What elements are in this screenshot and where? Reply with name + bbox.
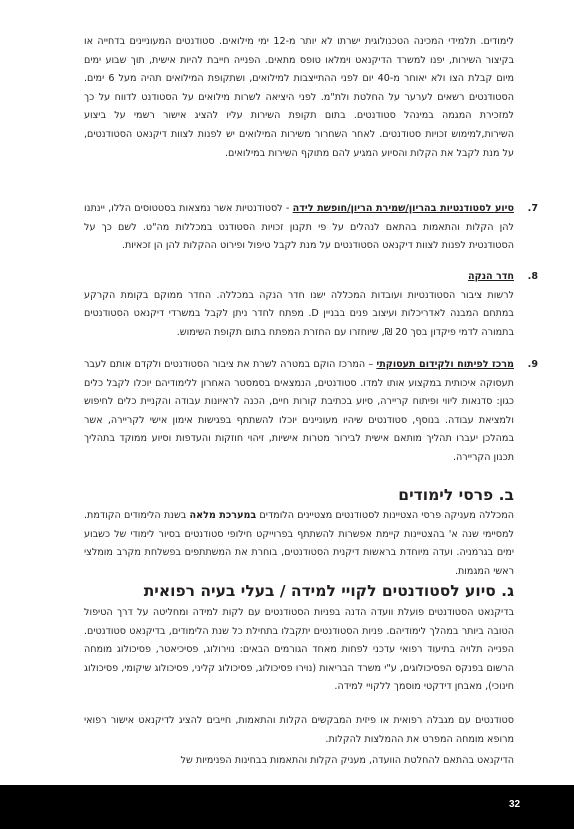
item-title: חדר הנקה: [468, 271, 514, 282]
item-title: סיוע לסטודנטיות בהריון/שמירת הריון/חופשת לידה: [292, 203, 514, 214]
section-b-text-before: המכללה מעניקה פרסי הצטיינות לסטודנטים מצטיינים הלומדים: [256, 510, 515, 521]
footer-bar: [0, 785, 574, 829]
page-number: 32: [509, 799, 521, 810]
list-item-7: [84, 200, 538, 256]
section-c-heading: ג. סיוע לסטודנטים לקויי למידה / בעלי בעיה רפואית: [143, 582, 514, 600]
item-number: 9.: [527, 359, 538, 370]
section-c-paragraph-2: סטודנטים עם מגבלה רפואית או פיזית המבקשים הקלות והתאמות, חייבים להציג לדיקנאט אישור רפואי מרופא מומחה המפרט את ההמלצות להקלות.: [84, 715, 514, 745]
item-number: 7.: [527, 203, 538, 214]
item-body: [84, 200, 514, 256]
item-number: 8.: [527, 271, 538, 282]
section-b-paragraph: [84, 507, 514, 581]
section-b-heading: ב. פרסי לימודים: [398, 486, 514, 504]
item-text: – המרכז הוקם במטרה לשרת את ציבור הסטודנטים ולקדם אותם לעבר תעסוקה איכותית במקצוע אותו למדו. סטודנטים, הנמצאים בסמסטר האחרון ללימודיהם יוכלו לקבל כלים כגון: סדנאות ליווי ופיתוח קריירה, סיוע בכתיבת קורות חיים, הכנה לראיונות עבודה והקניית כלים לחיפוש ולמציאת עבודה. בנוסף, סטודנטים שיהיו מעוניינים יוכלו להשתתף בפגישות אימון אישי לקריירה, אשר במהלכן יעברו תהליך מותאם אישית לבירור מטרות אישיות, זיהוי חוזקות והעדפות וסיוע ממוקד בתהליך תכנון הקריירה.: [84, 359, 514, 463]
item-title: מרכז לפיתוח ולקידום תעסוקתי: [376, 359, 514, 370]
intro-paragraph: לימודים. תלמידי המכינה הטכנולוגית ישרתו לא יותר מ-12 ימי מילואים. סטודנטים המעוניינים בדחייה או בקיצור השירות, יפנו למשרד הדיקנאט וימלאו טופס מתאים. הפנייה חייבת להיות אישית, תוך שבוע ימים מיום קבלת הצו ולא יאוחר מ-40 יום לפני ההתייצבות למילואים, ושתקופת המילואים תהיה מעל 6 ימים. הסטודנטים רשאים לערער על החלטת ולת"מ. לפני היציאה לשרות מילואים על הסטודנט לדווח על כך למזכירת המגמה במינהל סטודנטים. בתום תקופת השירות עליו להציג אישור רשמי על ביצוע השירות,למימוש זכויות סטודנטים. לאחר השחרור משירות המילואים יש לפנות לצוות דיקנאט הסטודנטים, על מנת לקבל את הקלות והסיוע המגיע להם מתוקף השירות במילואים.: [84, 36, 514, 159]
section-c-paragraph-1: בדיקנאט הסטודנטים פועלת וועדה הדנה בפניות הסטודנטים עם לקות למידה ומחליטה על דרך הטיפול הטובה ביותר במהלך לימודיהם. פניות הסטודנטים יתקבלו בתחילת כל שנת הלימודים, בדיקנאט סטודנטים. הפנייה תלויה בתיעוד רפואי עדכני לפחות מאחד הגורמים הבאים: נוירולוג, פסיכיאטר, פסיכולוג מומחה הרשום בפנקס הפסיכולוגים, ע"י משרד הבריאות (נוירו פסיכולוג, פסיכולוג קליני, פסיכולוג שיקומי, פסיכולוג חינוכי), מאבחן דידקטי מוסמך ללקויי למידה.: [84, 607, 514, 693]
item-body: [84, 356, 514, 468]
section-b-text-after: בשנת הלימודים הקודמת. למסיימי שנה א' בהצטיינות קיימת אפשרות להשתתף בפרוייקט חילופי סטודנטים בסיור לימודי של כשבוע ימים בגרמניה. ועדה מיוחדת בראשות דיקנית הסטודנטים, בוחרת את המשתתפים בפשלחת מקרב מומלצי ראשי המגמות.: [84, 510, 514, 577]
item-body: [84, 268, 514, 342]
item-text: - לסטודנטיות אשר נמצאות בסטטוסים הללו, יינתנו להן הקלות והתאמות בהתאם לנהלים על פי תקנון זכויות הסטודנט במכללות מה"ט. לשם כך על הסטודנטית לפנות לצוות דיקנאט הסטודנטים על מנת לקבל טיפול ופירוט ההקלות להן הן זכאיות.: [84, 203, 514, 252]
item-text: לרשות ציבור הסטודנטיות ועובדות המכללה ישנו חדר הנקה במכללה. החדר ממוקם בקומת הקרקע במתחם המבנה לאדריכלות ועיצוב פנים בבניין D. מפתח לחדר ניתן לקבל במשרדי דיקנאט הסטודנטים בתמורה לדמי פיקדון בסך 20 ₪, שיוחזרו עם החזרת המפתח בתום תקופת השימוש.: [84, 289, 514, 338]
section-c-paragraph-3: הדיקנאט בהתאם להחלטת הוועדה, מעניק הקלות והתאמות בבחינות הפנימיות של: [180, 755, 514, 766]
list-item-8: [84, 268, 538, 342]
section-b-text-bold: במערכת מלאה: [189, 510, 257, 521]
list-item-9: [84, 356, 538, 468]
